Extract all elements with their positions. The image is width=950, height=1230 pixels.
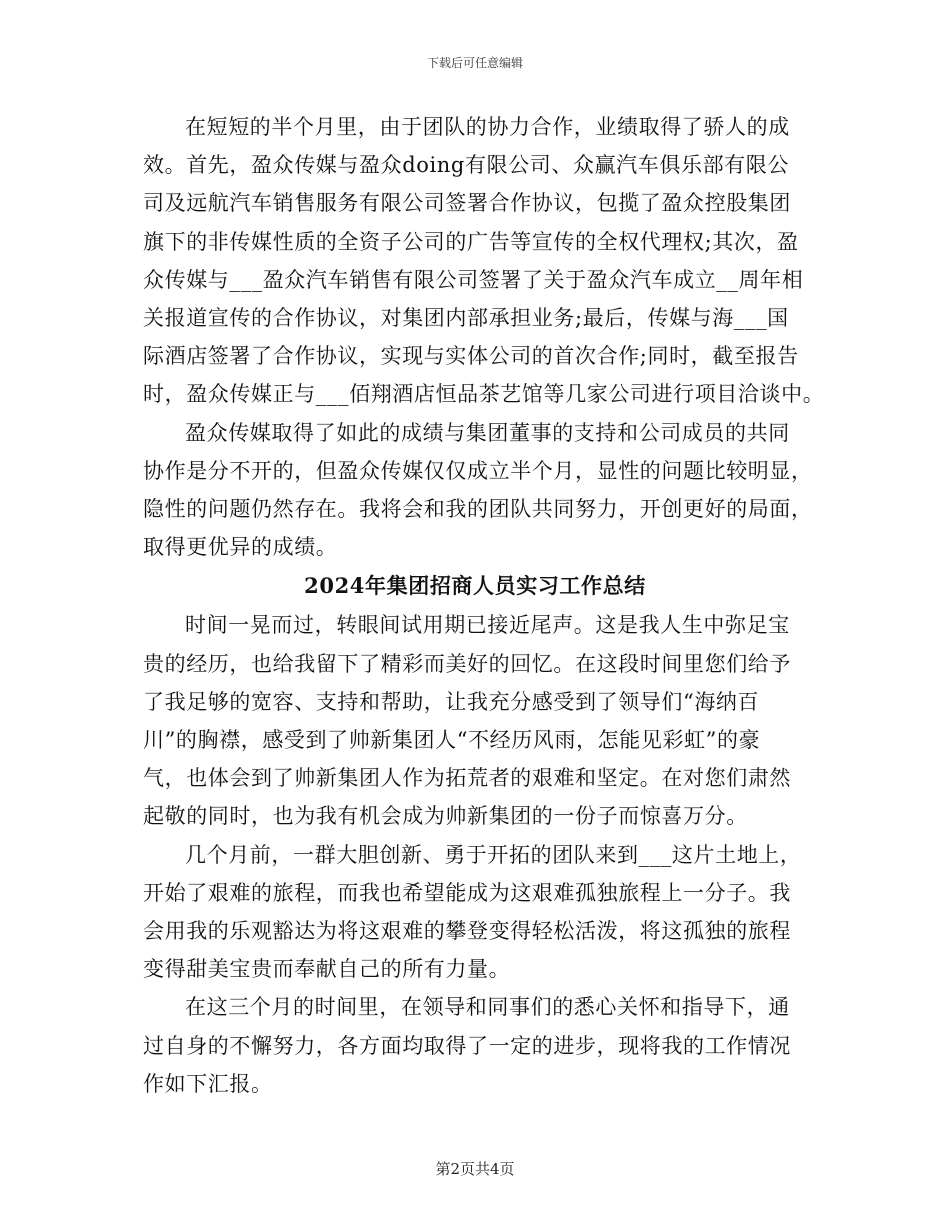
text-line: 旗下的非传媒性质的全资子公司的广告等宣传的全权代理权;其次，盈	[143, 229, 799, 254]
text-line: 际酒店签署了合作协议，实现与实体公司的首次合作;同时，截至报告	[143, 344, 799, 369]
text-line: 司及远航汽车销售服务有限公司签署合作协议，包揽了盈众控股集团	[143, 191, 791, 216]
text-line: 贵的经历，也给我留下了精彩而美好的回忆。在这段时间里您们给予	[143, 651, 791, 676]
text-line: 会用我的乐观豁达为将这艰难的攀登变得轻松活泼，将这孤独的旅程	[143, 919, 791, 944]
document-body	[143, 108, 825, 1103]
text-line: 关报道宣传的合作协议，对集团内部承担业务;最后，传媒与海___国	[143, 306, 789, 331]
text-line: 作如下汇报。	[143, 1071, 273, 1096]
paragraph-4	[143, 836, 807, 989]
text-line: 协作是分不开的，但盈众传媒仅仅成立半个月，显性的问题比较明显，	[143, 458, 813, 483]
text-line: 效。首先，盈众传媒与盈众doing有限公司、众赢汽车俱乐部有限公	[143, 153, 789, 178]
paragraph-3	[143, 606, 807, 835]
text-line: 过自身的不懈努力，各方面均取得了一定的进步，现将我的工作情况	[143, 1033, 791, 1058]
text-line: 取得更优异的成绩。	[143, 535, 338, 560]
text-line: 开始了艰难的旅程，而我也希望能成为这艰难孤独旅程上一分子。我	[143, 880, 791, 905]
text-line: 隐性的问题仍然存在。我将会和我的团队共同努力，开创更好的局面，	[143, 497, 813, 522]
text-line: 在短短的半个月里，由于团队的协力合作，业绩取得了骄人的成	[185, 115, 790, 139]
text-line: 川”的胸襟，感受到了帅新集团人“不经历风雨，怎能见彩虹”的豪	[143, 728, 761, 753]
paragraph-5	[143, 988, 807, 1103]
text-line: 几个月前，一群大胆创新、勇于开拓的团队来到___这片土地上，	[185, 842, 802, 867]
text-line: 时间一晃而过，转眼间试用期已接近尾声。这是我人生中弥足宝	[185, 613, 790, 638]
text-line: 变得甜美宝贵而奉献自己的所有力量。	[143, 957, 511, 982]
text-line: 了我足够的宽容、支持和帮助，让我充分感受到了领导们“海纳百	[143, 689, 760, 714]
text-line: 在这三个月的时间里，在领导和同事们的悉心关怀和指导下，通	[185, 995, 790, 1020]
text-line: 时，盈众传媒正与___佰翔酒店恒品茶艺馆等几家公司进行项目洽谈中。	[143, 382, 825, 407]
text-line: 气，也体会到了帅新集团人作为拓荒者的艰难和坚定。在对您们肃然	[143, 766, 791, 791]
paragraph-2	[143, 414, 813, 567]
page-footer: 第2页共4页	[435, 1160, 515, 1178]
text-line: 众传媒与___盈众汽车销售有限公司签署了关于盈众汽车成立__周年相	[143, 267, 804, 292]
page-header: 下载后可任意编辑	[426, 56, 523, 70]
text-line: 盈众传媒取得了如此的成绩与集团董事的支持和公司成员的共同	[185, 420, 790, 445]
paragraph-1	[143, 108, 825, 414]
text-line: 起敬的同时，也为我有机会成为帅新集团的一份子而惊喜万分。	[143, 804, 748, 829]
section-title: 2024年集团招商人员实习工作总结	[304, 573, 646, 599]
